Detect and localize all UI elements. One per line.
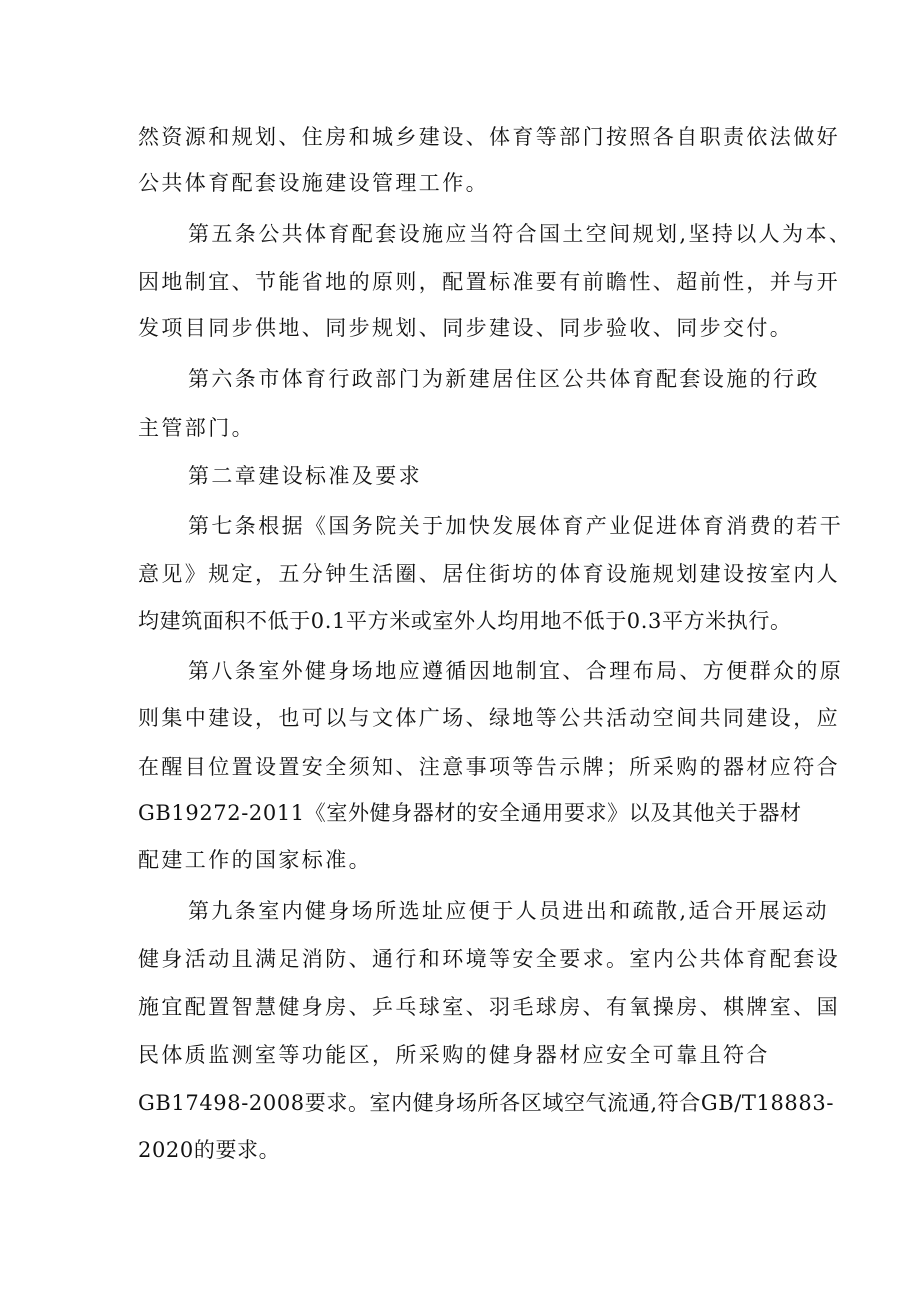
text-line: 民体质监测室等功能区，所采购的健身器材应安全可靠且符合 xyxy=(138,1043,770,1067)
text-line: 意见》规定，五分钟生活圈、居住街坊的体育设施规划建设按室内人 xyxy=(138,562,840,586)
text-line: 第五条公共体育配套设施应当符合国土空间规划,坚持以人为本、 xyxy=(188,222,853,246)
text-line: 然资源和规划、住房和城乡建设、体育等部门按照各自职责依法做好 xyxy=(138,125,840,149)
text-line: 施宜配置智慧健身房、乒乓球室、羽毛球房、有氧操房、棋牌室、国 xyxy=(138,995,840,1019)
text-line: 在醒目位置设置安全须知、注意事项等告示牌；所采购的器材应符合 xyxy=(138,755,840,779)
text-line: 第六条市体育行政部门为新建居住区公共体育配套设施的行政 xyxy=(188,367,820,391)
text-line: GB17498-2008要求。室内健身场所各区域空气流通,符合GB/T18883- xyxy=(138,1091,835,1115)
text-line: 第八条室外健身场地应遵循因地制宜、合理布局、方便群众的原 xyxy=(188,659,844,683)
text-line: GB19272-2011《室外健身器材的安全通用要求》以及其他关于器材 xyxy=(138,801,802,825)
text-line: 第九条室内健身场所选址应便于人员进出和疏散,适合开展运动 xyxy=(188,899,829,923)
text-line: 配建工作的国家标准。 xyxy=(138,848,372,872)
chapter-heading: 第二章建设标准及要求 xyxy=(188,464,422,488)
text-line: 发项目同步供地、同步规划、同步建设、同步验收、同步交付。 xyxy=(138,316,794,340)
text-line: 公共体育配套设施建设管理工作。 xyxy=(138,171,489,195)
text-line: 均建筑面积不低于0.1平方米或室外人均用地不低于0.3平方米执行。 xyxy=(138,609,792,633)
text-line: 因地制宜、节能省地的原则，配置标准要有前瞻性、超前性，并与开 xyxy=(138,270,840,294)
text-line: 则集中建设，也可以与文体广场、绿地等公共活动空间共同建设，应 xyxy=(138,706,840,730)
text-line: 2020的要求。 xyxy=(138,1138,281,1162)
text-line: 健身活动且满足消防、通行和环境等安全要求。室内公共体育配套设 xyxy=(138,947,840,971)
text-line: 主管部门。 xyxy=(138,416,255,440)
text-line: 第七条根据《国务院关于加快发展体育产业促进体育消费的若干 xyxy=(188,514,844,538)
